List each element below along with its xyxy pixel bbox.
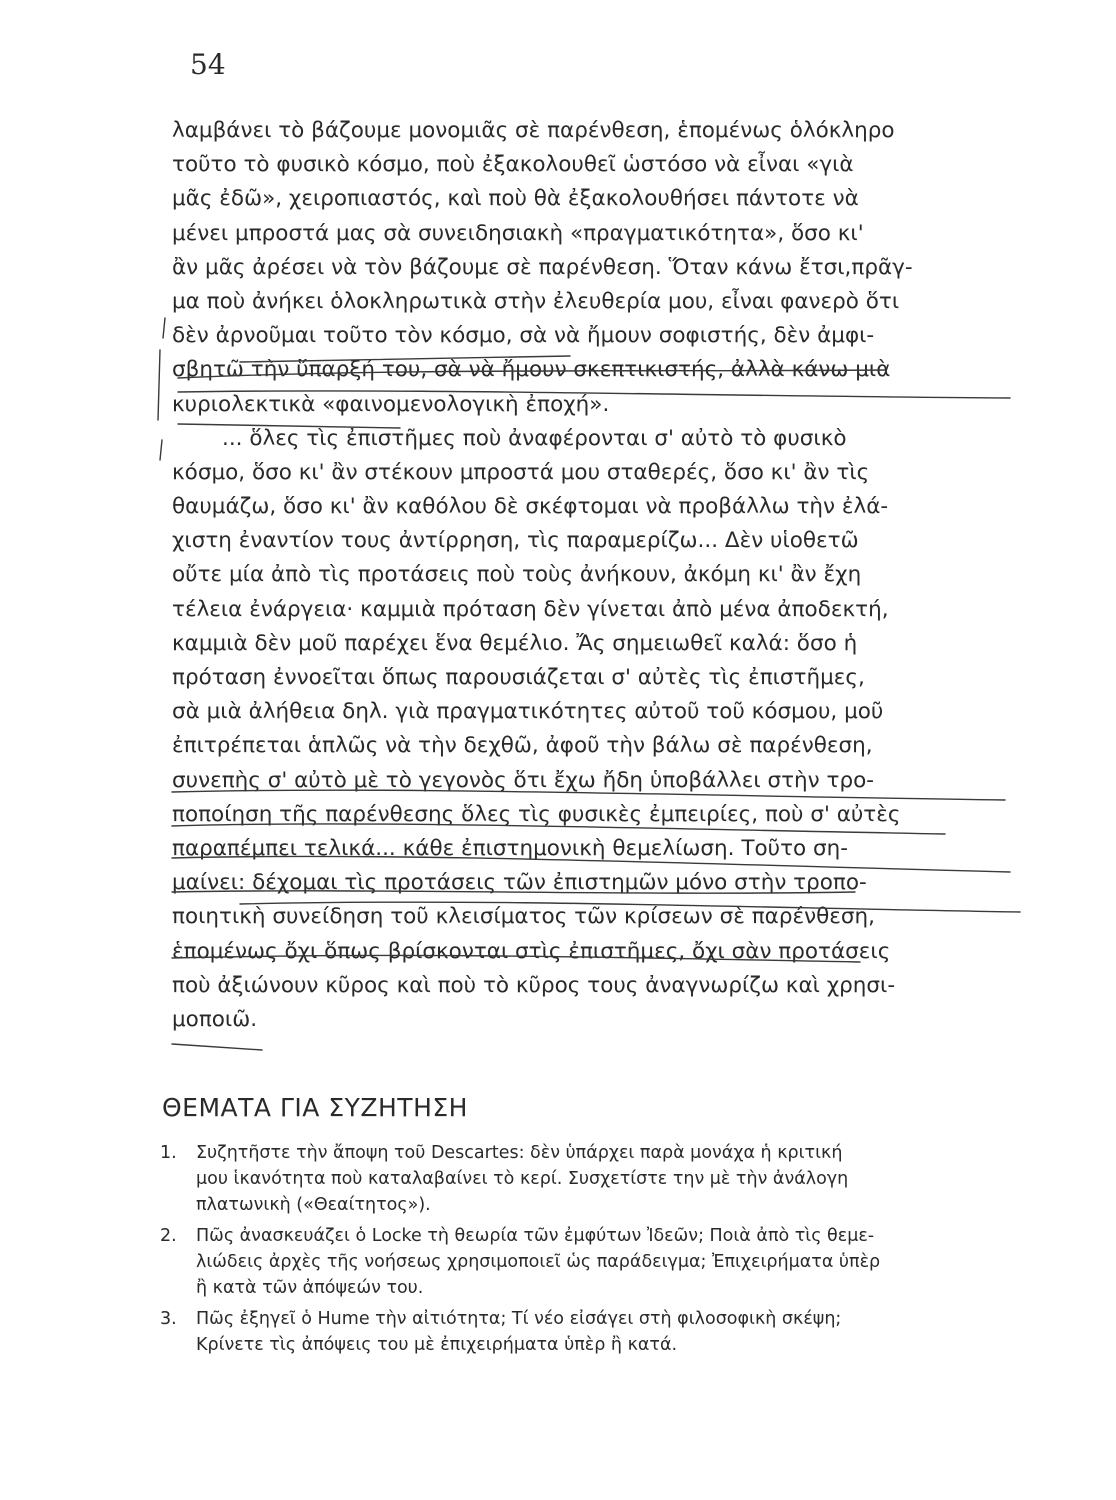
- margin-mark: [160, 440, 162, 460]
- question-text: Συζητῆστε τὴν ἄποψη τοῦ Descartes: δὲν ὑπάρχει παρὰ μονάχα ἡ κριτική: [196, 1143, 843, 1163]
- text-line: ποὺ ἀξιώνουν κῦρος καὶ ποὺ τὸ κῦρος τους ἀναγνωρίζω καὶ χρησι-: [172, 972, 896, 998]
- question-item: [160, 1140, 1040, 1218]
- text-line: ποποίηση τῆς παρένθεσης ὅλες τὶς φυσικὲς ἐμπειρίες, ποὺ σ' αὐτὲς: [172, 801, 901, 827]
- question-item: [160, 1223, 1040, 1301]
- text-line: λαμβάνει τὸ βάζουμε μονομιᾶς σὲ παρένθεση, ἑπομένως ὁλόκληρο: [172, 118, 895, 143]
- text-line: μᾶς ἐδῶ», χειροπιαστός, καὶ ποὺ θὰ ἐξακολουθήσει πάντοτε νὰ: [172, 186, 859, 212]
- text-line: ἐπιτρέπεται ἁπλῶς νὰ τὴν δεχθῶ, ἀφοῦ τὴν βάλω σὲ παρένθεση,: [172, 733, 873, 759]
- text-line: ... ὅλες τὶς ἐπιστῆμες ποὺ ἀναφέρονται σ' αὐτὸ τὸ φυσικὸ: [222, 425, 847, 451]
- margin-mark: [158, 350, 160, 420]
- text-line: μοποιῶ.: [172, 1006, 258, 1032]
- page-number: 54: [190, 48, 226, 81]
- text-line: μαίνει: δέχομαι τὶς προτάσεις τῶν ἐπιστημῶν μόνο στὴν τροπο-: [172, 870, 867, 896]
- question-text: ἢ κατὰ τῶν ἀπόψεών του.: [196, 1278, 424, 1298]
- question-text: Πῶς ἀνασκευάζει ὁ Locke τὴ θεωρία τῶν ἐμφύτων Ἰδεῶν; Ποιὰ ἀπὸ τὶς θεμε-: [196, 1226, 875, 1246]
- text-line: ποιητικὴ συνείδηση τοῦ κλεισίματος τῶν κρίσεων σὲ παρένθεση,: [172, 904, 875, 930]
- text-line: συνεπὴς σ' αὐτὸ μὲ τὸ γεγονὸς ὅτι ἔχω ἤδη ὑποβάλλει στὴν τρο-: [172, 767, 875, 793]
- question-number: 3.: [160, 1309, 177, 1329]
- text-line: ἑπομένως ὄχι ὅπως βρίσκονται στὶς ἐπιστῆμες, ὄχι σὰν προτάσεις: [172, 938, 891, 964]
- body-text: [172, 114, 1030, 1037]
- text-line: οὔτε μία ἀπὸ τὶς προτάσεις ποὺ τοὺς ἀνήκουν, ἀκόμη κι' ἂν ἔχη: [172, 562, 862, 588]
- question-text: μου ἱκανότητα ποὺ καταλαβαίνει τὸ κερί. Συσχετίστε την μὲ τὴν ἀνάλογη: [196, 1169, 849, 1189]
- text-line: καμμιὰ δὲν μοῦ παρέχει ἕνα θεμέλιο. Ἄς σημειωθεῖ καλά: ὅσο ἡ: [172, 630, 858, 656]
- text-line: σβητῶ τὴν ὕπαρξή του, σὰ νὰ ἤμουν σκεπτικιστής, ἀλλὰ κάνω μιὰ: [172, 357, 891, 383]
- text-line: ἂν μᾶς ἀρέσει νὰ τὸν βάζουμε σὲ παρένθεση. Ὅταν κάνω ἔτσι,πρᾶγ-: [172, 254, 913, 280]
- text-line: χιστη ἐναντίον τους ἀντίρρηση, τὶς παραμερίζω... Δὲν υἱοθετῶ: [172, 528, 859, 554]
- text-line: τέλεια ἐνάργεια· καμμιὰ πρόταση δὲν γίνεται ἀπὸ μένα ἀποδεκτή,: [172, 596, 889, 622]
- question-number: 1.: [160, 1143, 177, 1163]
- text-line: σὰ μιὰ ἀλήθεια δηλ. γιὰ πραγματικότητες αὐτοῦ τοῦ κόσμου, μοῦ: [172, 699, 884, 725]
- underline-mark: [172, 1044, 262, 1050]
- text-line: πρόταση ἐννοεῖται ὅπως παρουσιάζεται σ' αὐτὲς τὶς ἐπιστῆμες,: [172, 665, 865, 690]
- text-line: μα ποὺ ἀνήκει ὁλοκληρωτικὰ στὴν ἐλευθερία μου, εἶναι φανερὸ ὅτι: [172, 288, 900, 314]
- question-text: λιώδεις ἀρχὲς τῆς νοήσεως χρησιμοποιεῖ ὡς παράδειγμα; Ἐπιχειρήματα ὑπὲρ: [196, 1252, 881, 1272]
- section-title: ΘΕΜΑΤΑ ΓΙΑ ΣΥΖΗΤΗΣΗ: [162, 1093, 468, 1122]
- question-text: Κρίνετε τὶς ἀπόψεις του μὲ ἐπιχειρήματα ὑπὲρ ἢ κατά.: [196, 1335, 678, 1355]
- question-text: πλατωνικὴ («Θεαίτητος»).: [196, 1195, 431, 1215]
- margin-mark: [163, 318, 165, 338]
- text-line: δὲν ἀρνοῦμαι τοῦτο τὸν κόσμο, σὰ νὰ ἤμουν σοφιστής, δὲν ἀμφι-: [172, 323, 875, 349]
- text-line: μένει μπροστά μας σὰ συνειδησιακὴ «πραγματικότητα», ὅσο κι': [172, 220, 864, 246]
- question-number: 2.: [160, 1226, 177, 1246]
- question-text: Πῶς ἐξηγεῖ ὁ Hume τὴν αἰτιότητα; Τί νέο εἰσάγει στὴ φιλοσοφικὴ σκέψη;: [196, 1309, 842, 1329]
- discussion-questions: [160, 1140, 1040, 1363]
- text-line: κόσμο, ὅσο κι' ἂν στέκουν μπροστά μου σταθερές, ὅσο κι' ἂν τὶς: [172, 459, 870, 485]
- text-line: κυριολεκτικὰ «φαινομενολογικὴ ἐποχή».: [172, 391, 610, 417]
- question-item: [160, 1306, 1040, 1358]
- text-line: παραπέμπει τελικά... κάθε ἐπιστημονικὴ θεμελίωση. Τοῦτο ση-: [172, 835, 849, 861]
- text-line: θαυμάζω, ὅσο κι' ἂν καθόλου δὲ σκέφτομαι νὰ προβάλλω τὴν ἐλά-: [172, 494, 889, 520]
- text-line: τοῦτο τὸ φυσικὸ κόσμο, ποὺ ἐξακολουθεῖ ὡστόσο νὰ εἶναι «γιὰ: [172, 152, 854, 178]
